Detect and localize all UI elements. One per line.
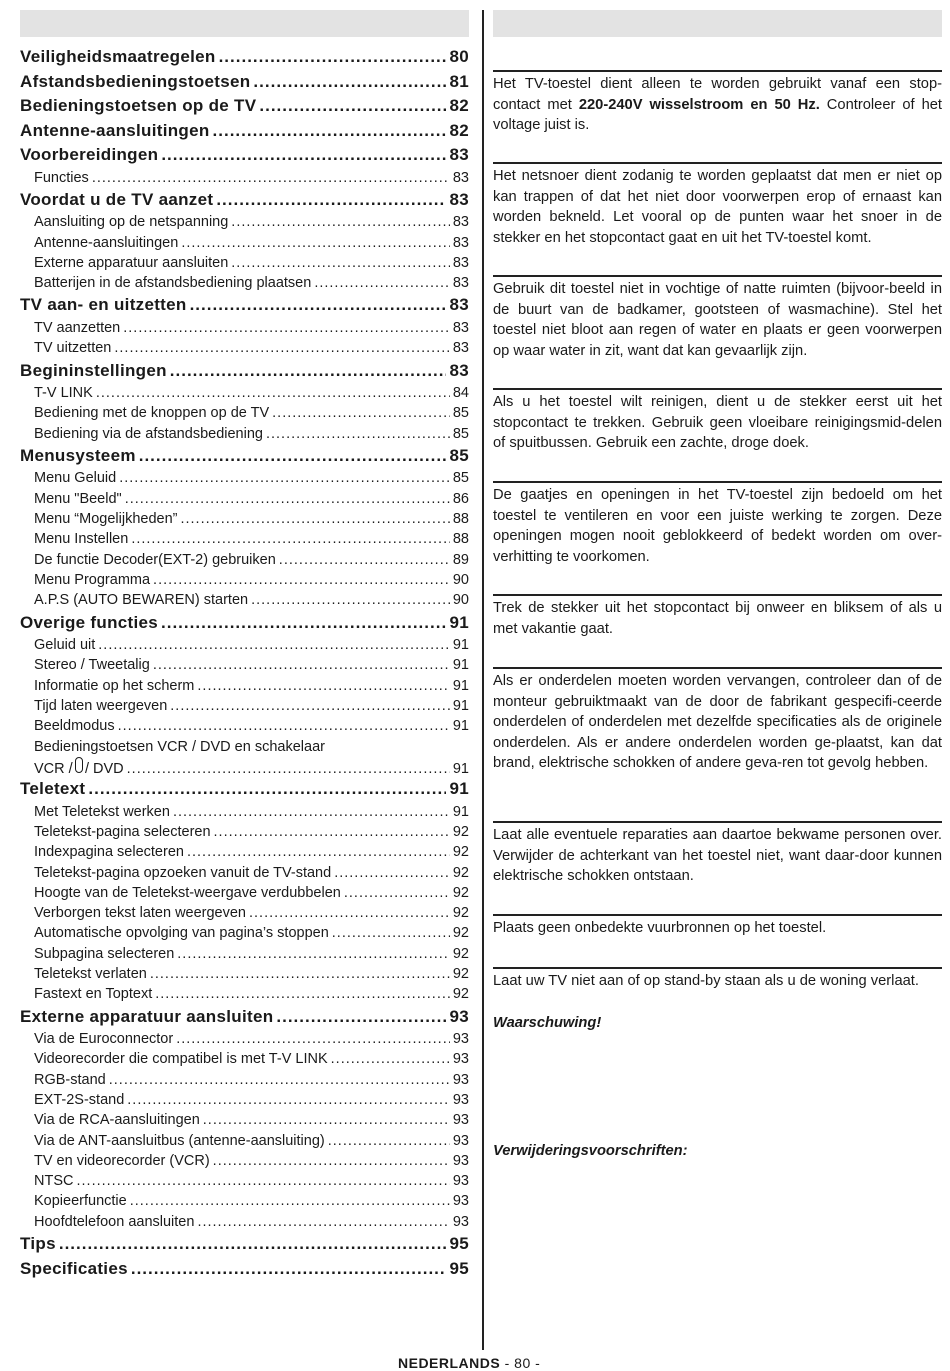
- disposal-heading: Verwijderingsvoorschriften:: [493, 1143, 688, 1159]
- toc-subentry: [20, 802, 469, 822]
- toc-leader-dots: [344, 883, 450, 903]
- section-rule: [493, 914, 942, 916]
- toc-page-number: 93: [452, 1051, 469, 1068]
- toc-leader-dots: [76, 1171, 449, 1191]
- toc-leader-dots: [118, 716, 450, 736]
- toc-page-number: 83: [452, 214, 469, 231]
- toc-leader-dots: [170, 696, 450, 716]
- left-header-bar: [20, 10, 469, 37]
- toc-subentry: [20, 338, 469, 358]
- toc-page-number: 88: [452, 511, 469, 528]
- toc-leader-dots: [109, 1070, 450, 1090]
- section-rule: [493, 481, 942, 483]
- toc-entry-title: Menu Instellen: [34, 531, 129, 548]
- toc-leader-dots: [114, 338, 449, 358]
- toc-subentry: [20, 863, 469, 883]
- toc-page-number: 93: [452, 1173, 469, 1190]
- toc-page-number: 83: [449, 145, 469, 164]
- toc-page-number: 91: [452, 718, 469, 735]
- section-rule: [493, 275, 942, 277]
- toc-page-number: 90: [452, 571, 469, 588]
- toc-leader-dots: [231, 253, 450, 273]
- toc-page-number: 85: [452, 425, 469, 442]
- toc-entry-title: Kopieerfunctie: [34, 1193, 127, 1210]
- toc-entry-title: Tijd laten weergeven: [34, 697, 168, 714]
- toc-entry-title: Voordat u de TV aanzet: [20, 189, 214, 209]
- toc-leader-dots: [197, 1212, 449, 1232]
- toc-entry-title: Via de ANT-aansluitbus (antenne-aansluiting): [34, 1132, 325, 1149]
- safety-paragraph-repairs: Laat alle eventuele reparaties aan daartoe bekwame personen over. Verwijder de achterkant van het toestel niet, want daar-door kunnen elektrische schokken ontstaan.: [493, 827, 942, 884]
- toc-leader-dots: [98, 635, 450, 655]
- toc-page-number: 91: [449, 612, 469, 632]
- toc-subentry: [20, 1090, 469, 1110]
- toc-page-number: 90: [452, 592, 469, 609]
- section-rule: [493, 388, 942, 390]
- safety-paragraph-moisture: Gebruik dit toestel niet in vochtige of natte ruimten (bijvoor-beeld in de buurt van de badkamer, gootsteen of wasmachine). Stel het toestel niet bloot aan regen of water en plaats er geen voorwerpen op waar water in zit, want dat kan gevaarlijk zijn.: [493, 281, 942, 359]
- toc-page-number: 82: [449, 120, 469, 140]
- toc-subentry: [20, 655, 469, 675]
- toc-page-number: 92: [452, 864, 469, 881]
- toc-leader-dots: [213, 119, 447, 144]
- toc-entry-title: Externe apparatuur aansluiten: [20, 1006, 274, 1026]
- table-of-contents: [20, 45, 469, 1281]
- toc-entry-title: Bediening via de afstandsbediening: [34, 425, 263, 442]
- toc-entry-title: Veiligheidsmaatregelen: [20, 47, 216, 66]
- toc-subentry: [20, 1191, 469, 1211]
- toc-entry-title: Menu “Mogelijkheden”: [34, 511, 178, 528]
- toc-entry-title: NTSC: [34, 1173, 74, 1190]
- toc-leader-dots: [272, 403, 450, 423]
- toc-subentry: [20, 964, 469, 984]
- toc-leader-dots: [127, 759, 450, 777]
- toc-leader-dots: [127, 1090, 450, 1110]
- section-rule: [493, 667, 942, 669]
- toc-entry-title: Bedieningstoetsen VCR / DVD en schakelaar: [34, 738, 325, 755]
- toc-page-number: 83: [452, 234, 469, 251]
- toc-leader-dots: [123, 318, 450, 338]
- toc-page-number: 93: [452, 1112, 469, 1129]
- toc-entry-title: Hoofdtelefoon aansluiten: [34, 1213, 195, 1230]
- toc-leader-dots: [203, 1110, 450, 1130]
- section-rule: [493, 821, 942, 823]
- toc-entry-title-suffix: / DVD: [84, 760, 124, 777]
- toc-page-number: 89: [452, 551, 469, 568]
- toc-leader-dots: [59, 1232, 447, 1257]
- toc-subentry: [20, 1151, 469, 1171]
- toc-subentry: [20, 923, 469, 943]
- toc-subentry: [20, 424, 469, 444]
- toc-leader-dots: [328, 1131, 450, 1151]
- toc-section-entry: [20, 94, 469, 119]
- toc-entry-title: Fastext en Toptext: [34, 986, 153, 1003]
- toc-section-entry: [20, 444, 469, 469]
- toc-entry-title: Specificaties: [20, 1258, 128, 1278]
- toc-subentry: [20, 468, 469, 488]
- toc-entry-title: Subpagina selecteren: [34, 945, 175, 962]
- toc-entry-title: Menu Geluid: [34, 470, 117, 487]
- safety-paragraph-ventilation: De gaatjes en openingen in het TV-toestel zijn bedoeld om het toestel te ventileren en voor een juiste werking te zorgen. Deze openingen mogen nooit geblokkeerd of bedekt worden om over-verhitting te voorkomen.: [493, 487, 942, 565]
- column-divider: [482, 10, 484, 1350]
- right-header-bar: [493, 10, 942, 37]
- toc-entry-title: Externe apparatuur aansluiten: [34, 254, 229, 271]
- toc-subentry: [20, 233, 469, 253]
- safety-text: Het TV-toestel dient alleen te worden gebruikt vanaf een stop-contact met: [493, 76, 942, 113]
- toc-leader-dots: [161, 143, 446, 168]
- toc-subentry: [20, 253, 469, 273]
- toc-entry-title: Afstandsbedieningstoetsen: [20, 71, 251, 91]
- toc-page-number: 91: [452, 677, 469, 694]
- section-rule: [493, 70, 942, 72]
- toc-leader-dots: [181, 233, 450, 253]
- toc-entry-title: Antenne-aansluitingen: [20, 120, 210, 140]
- toc-page-number: 91: [449, 779, 469, 799]
- toc-subentry: [20, 757, 469, 777]
- toc-leader-dots: [130, 1191, 450, 1211]
- section-rule: [493, 967, 942, 969]
- toc-leader-dots: [253, 70, 446, 95]
- toc-entry-title: Teletekst verlaten: [34, 966, 147, 982]
- toc-leader-dots: [197, 676, 449, 696]
- toc-section-entry: [20, 143, 469, 168]
- toc-section-entry: [20, 293, 469, 318]
- toc-entry-title: De functie Decoder(EXT-2) gebruiken: [34, 551, 276, 568]
- toc-entry-title: RGB-stand: [34, 1071, 106, 1088]
- toc-page-number: 93: [452, 1031, 469, 1048]
- toc-page-number: 83: [452, 319, 469, 336]
- toc-subentry: [20, 273, 469, 293]
- toc-subentry: [20, 1110, 469, 1130]
- toc-entry-title: EXT-2S-stand: [34, 1091, 125, 1108]
- toc-leader-dots: [180, 509, 449, 529]
- toc-subentry: [20, 1029, 469, 1049]
- toc-leader-dots: [187, 842, 450, 862]
- toc-subentry: [20, 737, 469, 757]
- toc-entry-title: Bediening met de knoppen op de TV: [34, 405, 270, 422]
- toc-leader-dots: [190, 293, 447, 318]
- toc-section-entry: [20, 119, 469, 144]
- toc-entry-title: Beeldmodus: [34, 718, 115, 735]
- voltage-spec: 220-240V wisselstroom en 50 Hz.: [578, 96, 820, 113]
- toc-entry-title: Informatie op het scherm: [34, 677, 195, 694]
- toc-page-number: 92: [452, 986, 469, 1003]
- toc-page-number: 92: [452, 905, 469, 922]
- toc-subentry: [20, 822, 469, 842]
- toc-page-number: 83: [452, 254, 469, 271]
- toc-page-number: 92: [452, 945, 469, 962]
- toc-subentry: [20, 590, 469, 610]
- toc-entry-title: Antenne-aansluitingen: [34, 234, 179, 251]
- toc-page-number: 88: [452, 531, 469, 548]
- left-column: [20, 10, 469, 37]
- toc-page-number: 95: [449, 1258, 469, 1278]
- toc-page-number: 92: [452, 844, 469, 861]
- toc-section-entry: [20, 611, 469, 636]
- toc-entry-title: TV aanzetten: [34, 319, 121, 336]
- toc-page-number: 85: [452, 470, 469, 487]
- toc-page-number: 93: [452, 1091, 469, 1108]
- toc-leader-dots: [96, 383, 450, 403]
- toc-leader-dots: [331, 1049, 450, 1069]
- toc-page-number: 91: [452, 760, 469, 777]
- toc-leader-dots: [119, 468, 450, 488]
- toc-leader-dots: [259, 94, 446, 119]
- toc-subentry: [20, 383, 469, 403]
- toc-leader-dots: [213, 1151, 450, 1171]
- safety-paragraph-replacement: Als er onderdelen moeten worden vervangen, controleer dan of de monteur gebruiktmaakt van de door de fabrikant gespecifi-ceerde onderdelen of onderdelen met dezelfde specificaties als de originele onderdelen. Als er andere onderdelen worden ge-plaatst, kan dat brand, elektrische schokken of andere geva-ren tot gevolg hebben.: [493, 673, 942, 771]
- toc-section-entry: [20, 1232, 469, 1257]
- toc-entry-title: TV en videorecorder (VCR): [34, 1152, 210, 1169]
- toc-page-number: 92: [452, 925, 469, 942]
- toc-subentry: [20, 635, 469, 655]
- toc-entry-title: Via de Euroconnector: [34, 1031, 174, 1048]
- toc-subentry: [20, 676, 469, 696]
- toc-page-number: 93: [452, 1132, 469, 1149]
- toc-page-number: 83: [449, 295, 469, 315]
- toc-subentry: [20, 1049, 469, 1069]
- toc-subentry: [20, 509, 469, 529]
- toc-page-number: 91: [452, 637, 469, 654]
- toc-leader-dots: [153, 570, 450, 590]
- toc-entry-title: Aansluiting op de netspanning: [34, 214, 229, 231]
- safety-paragraph-power: [493, 74, 942, 136]
- toc-entry-title: Teletekst-pagina opzoeken vanuit de TV-stand: [34, 864, 332, 881]
- toc-leader-dots: [332, 923, 450, 943]
- toc-subentry: [20, 1070, 469, 1090]
- toc-section-entry: [20, 45, 469, 70]
- toc-subentry: [20, 716, 469, 736]
- toc-page-number: 83: [449, 360, 469, 380]
- toc-section-entry: [20, 1257, 469, 1282]
- toc-section-entry: [20, 777, 469, 802]
- toc-entry-title: Menu Programma: [34, 571, 151, 588]
- toc-leader-dots: [92, 168, 450, 188]
- toc-entry-title: Menusysteem: [20, 445, 136, 465]
- toc-page-number: 83: [449, 189, 469, 209]
- toc-section-entry: [20, 188, 469, 213]
- toc-page-number: 81: [449, 71, 469, 91]
- toc-leader-dots: [251, 590, 450, 610]
- toc-page-number: 86: [452, 490, 469, 507]
- toc-entry-title: Stereo / Tweetalig: [34, 657, 150, 674]
- toc-leader-dots: [170, 359, 447, 384]
- footer-language: NEDERLANDS: [398, 1355, 501, 1371]
- toc-section-entry: [20, 1005, 469, 1030]
- safety-paragraph-cord: Het netsnoer dient zodanig te worden geplaatst dat men er niet op kan trappen of dat het niet door voorwerpen erop of ernaast kan worden bekneld. Let vooral op de punten waar het snoer in de stekker en het stopcontact gaat en uit het TV-toestel komt.: [493, 168, 942, 246]
- toc-subentry: [20, 212, 469, 232]
- toc-leader-dots: [231, 212, 450, 232]
- toc-entry-title: Geluid uit: [34, 637, 96, 654]
- toc-leader-dots: [279, 550, 450, 570]
- toc-leader-dots: [173, 802, 450, 822]
- toc-leader-dots: [176, 1029, 450, 1049]
- toc-entry-title: Begininstellingen: [20, 360, 167, 380]
- toc-entry-title: Voorbereidingen: [20, 145, 159, 164]
- toc-page-number: 85: [452, 405, 469, 422]
- toc-page-number: 95: [449, 1234, 469, 1254]
- toc-entry-title: Verborgen tekst laten weergeven: [34, 905, 246, 922]
- safety-paragraph-flames: Plaats geen onbedekte vuurbronnen op het toestel.: [493, 920, 827, 936]
- toc-entry-title: Overige functies: [20, 612, 159, 632]
- toc-page-number: 92: [452, 823, 469, 840]
- source-switch-icon: [75, 757, 83, 773]
- toc-entry-title: Teletext: [20, 779, 86, 799]
- toc-entry-title: Videorecorder die compatibel is met T-V LINK: [34, 1051, 328, 1068]
- section-rule: [493, 594, 942, 596]
- toc-leader-dots: [153, 655, 450, 675]
- toc-leader-dots: [214, 822, 450, 842]
- toc-subentry: [20, 489, 469, 509]
- toc-subentry: [20, 984, 469, 1004]
- toc-page-number: 85: [449, 445, 469, 465]
- toc-entry-title: TV aan- en uitzetten: [20, 295, 187, 315]
- toc-subentry: [20, 944, 469, 964]
- toc-page-number: 91: [452, 803, 469, 820]
- toc-leader-dots: [249, 903, 450, 923]
- toc-page-number: 93: [452, 1071, 469, 1088]
- toc-leader-dots: [216, 188, 446, 213]
- safety-text: Controleer of het voltage juist is.: [493, 96, 943, 133]
- toc-leader-dots: [139, 444, 447, 469]
- toc-page-number: 91: [452, 697, 469, 714]
- toc-leader-dots: [314, 273, 450, 293]
- toc-entry-title: Hoogte van de Teletekst-weergave verdubbelen: [34, 884, 341, 901]
- toc-leader-dots: [150, 964, 450, 984]
- toc-section-entry: [20, 359, 469, 384]
- toc-subentry: [20, 1131, 469, 1151]
- toc-page-number: 83: [452, 340, 469, 357]
- toc-subentry: [20, 903, 469, 923]
- toc-entry-title: Via de RCA-aansluitingen: [34, 1112, 200, 1129]
- toc-page-number: 93: [449, 1006, 469, 1026]
- toc-page-number: 91: [452, 657, 469, 674]
- toc-page-number: 83: [452, 275, 469, 292]
- toc-leader-dots: [177, 944, 450, 964]
- toc-subentry: [20, 570, 469, 590]
- toc-entry-title: TV uitzetten: [34, 340, 112, 357]
- toc-leader-dots: [276, 1005, 446, 1030]
- safety-paragraph-standby: Laat uw TV niet aan of op stand-by staan als u de woning verlaat.: [493, 973, 919, 989]
- toc-subentry: [20, 842, 469, 862]
- toc-subentry: [20, 696, 469, 716]
- toc-subentry: [20, 529, 469, 549]
- toc-entry-title: Bedieningstoetsen op de TV: [20, 96, 257, 115]
- toc-entry-title: Functies: [34, 169, 89, 186]
- toc-subentry: [20, 883, 469, 903]
- toc-entry-title: VCR /: [34, 760, 73, 777]
- toc-leader-dots: [219, 45, 447, 70]
- toc-subentry: [20, 550, 469, 570]
- toc-page-number: 84: [452, 385, 469, 402]
- safety-paragraph-cleaning: Als u het toestel wilt reinigen, dient u de stekker eerst uit het stopcontact te trekken. Gebruik geen vloeibare reinigingsmid-delen of spuitbussen. Gebruik een zachte, droge doek.: [493, 394, 942, 451]
- toc-leader-dots: [266, 424, 450, 444]
- warning-heading: Waarschuwing!: [493, 1015, 602, 1031]
- toc-page-number: 80: [449, 47, 469, 66]
- toc-entry-title: Automatische opvolging van pagina’s stoppen: [34, 925, 329, 942]
- toc-entry-title: Teletekst-pagina selecteren: [34, 823, 211, 840]
- toc-leader-dots: [125, 489, 450, 509]
- toc-entry-title: Indexpagina selecteren: [34, 844, 184, 861]
- toc-entry-title: Batterijen in de afstandsbediening plaatsen: [34, 275, 312, 292]
- right-column: [493, 10, 942, 37]
- toc-page-number: 93: [452, 1152, 469, 1169]
- toc-subentry: [20, 403, 469, 423]
- toc-page-number: 82: [449, 96, 469, 115]
- toc-page-number: 92: [452, 966, 469, 982]
- toc-section-entry: [20, 70, 469, 95]
- toc-leader-dots: [131, 529, 450, 549]
- safety-paragraph-lightning: Trek de stekker uit het stopcontact bij onweer en bliksem of als u met vakantie gaat.: [493, 600, 942, 637]
- toc-leader-dots: [155, 984, 450, 1004]
- toc-subentry: [20, 168, 469, 188]
- toc-leader-dots: [88, 777, 446, 802]
- toc-entry-title: Met Teletekst werken: [34, 803, 170, 820]
- toc-leader-dots: [161, 611, 446, 636]
- toc-page-number: 93: [452, 1213, 469, 1230]
- toc-subentry: [20, 318, 469, 338]
- toc-page-number: 92: [452, 884, 469, 901]
- section-rule: [493, 162, 942, 164]
- toc-leader-dots: [334, 863, 450, 883]
- footer-page-number: - 80 -: [504, 1355, 541, 1371]
- toc-entry-title: Tips: [20, 1234, 56, 1254]
- toc-subentry: [20, 1212, 469, 1232]
- toc-subentry: [20, 1171, 469, 1191]
- toc-entry-title: Menu "Beeld": [34, 490, 122, 507]
- toc-page-number: 83: [452, 169, 469, 186]
- page-footer: [398, 1355, 540, 1371]
- toc-page-number: 93: [452, 1193, 469, 1210]
- toc-leader-dots: [131, 1257, 447, 1282]
- toc-entry-title: A.P.S (AUTO BEWAREN) starten: [34, 592, 249, 609]
- toc-entry-title: T-V LINK: [34, 385, 93, 402]
